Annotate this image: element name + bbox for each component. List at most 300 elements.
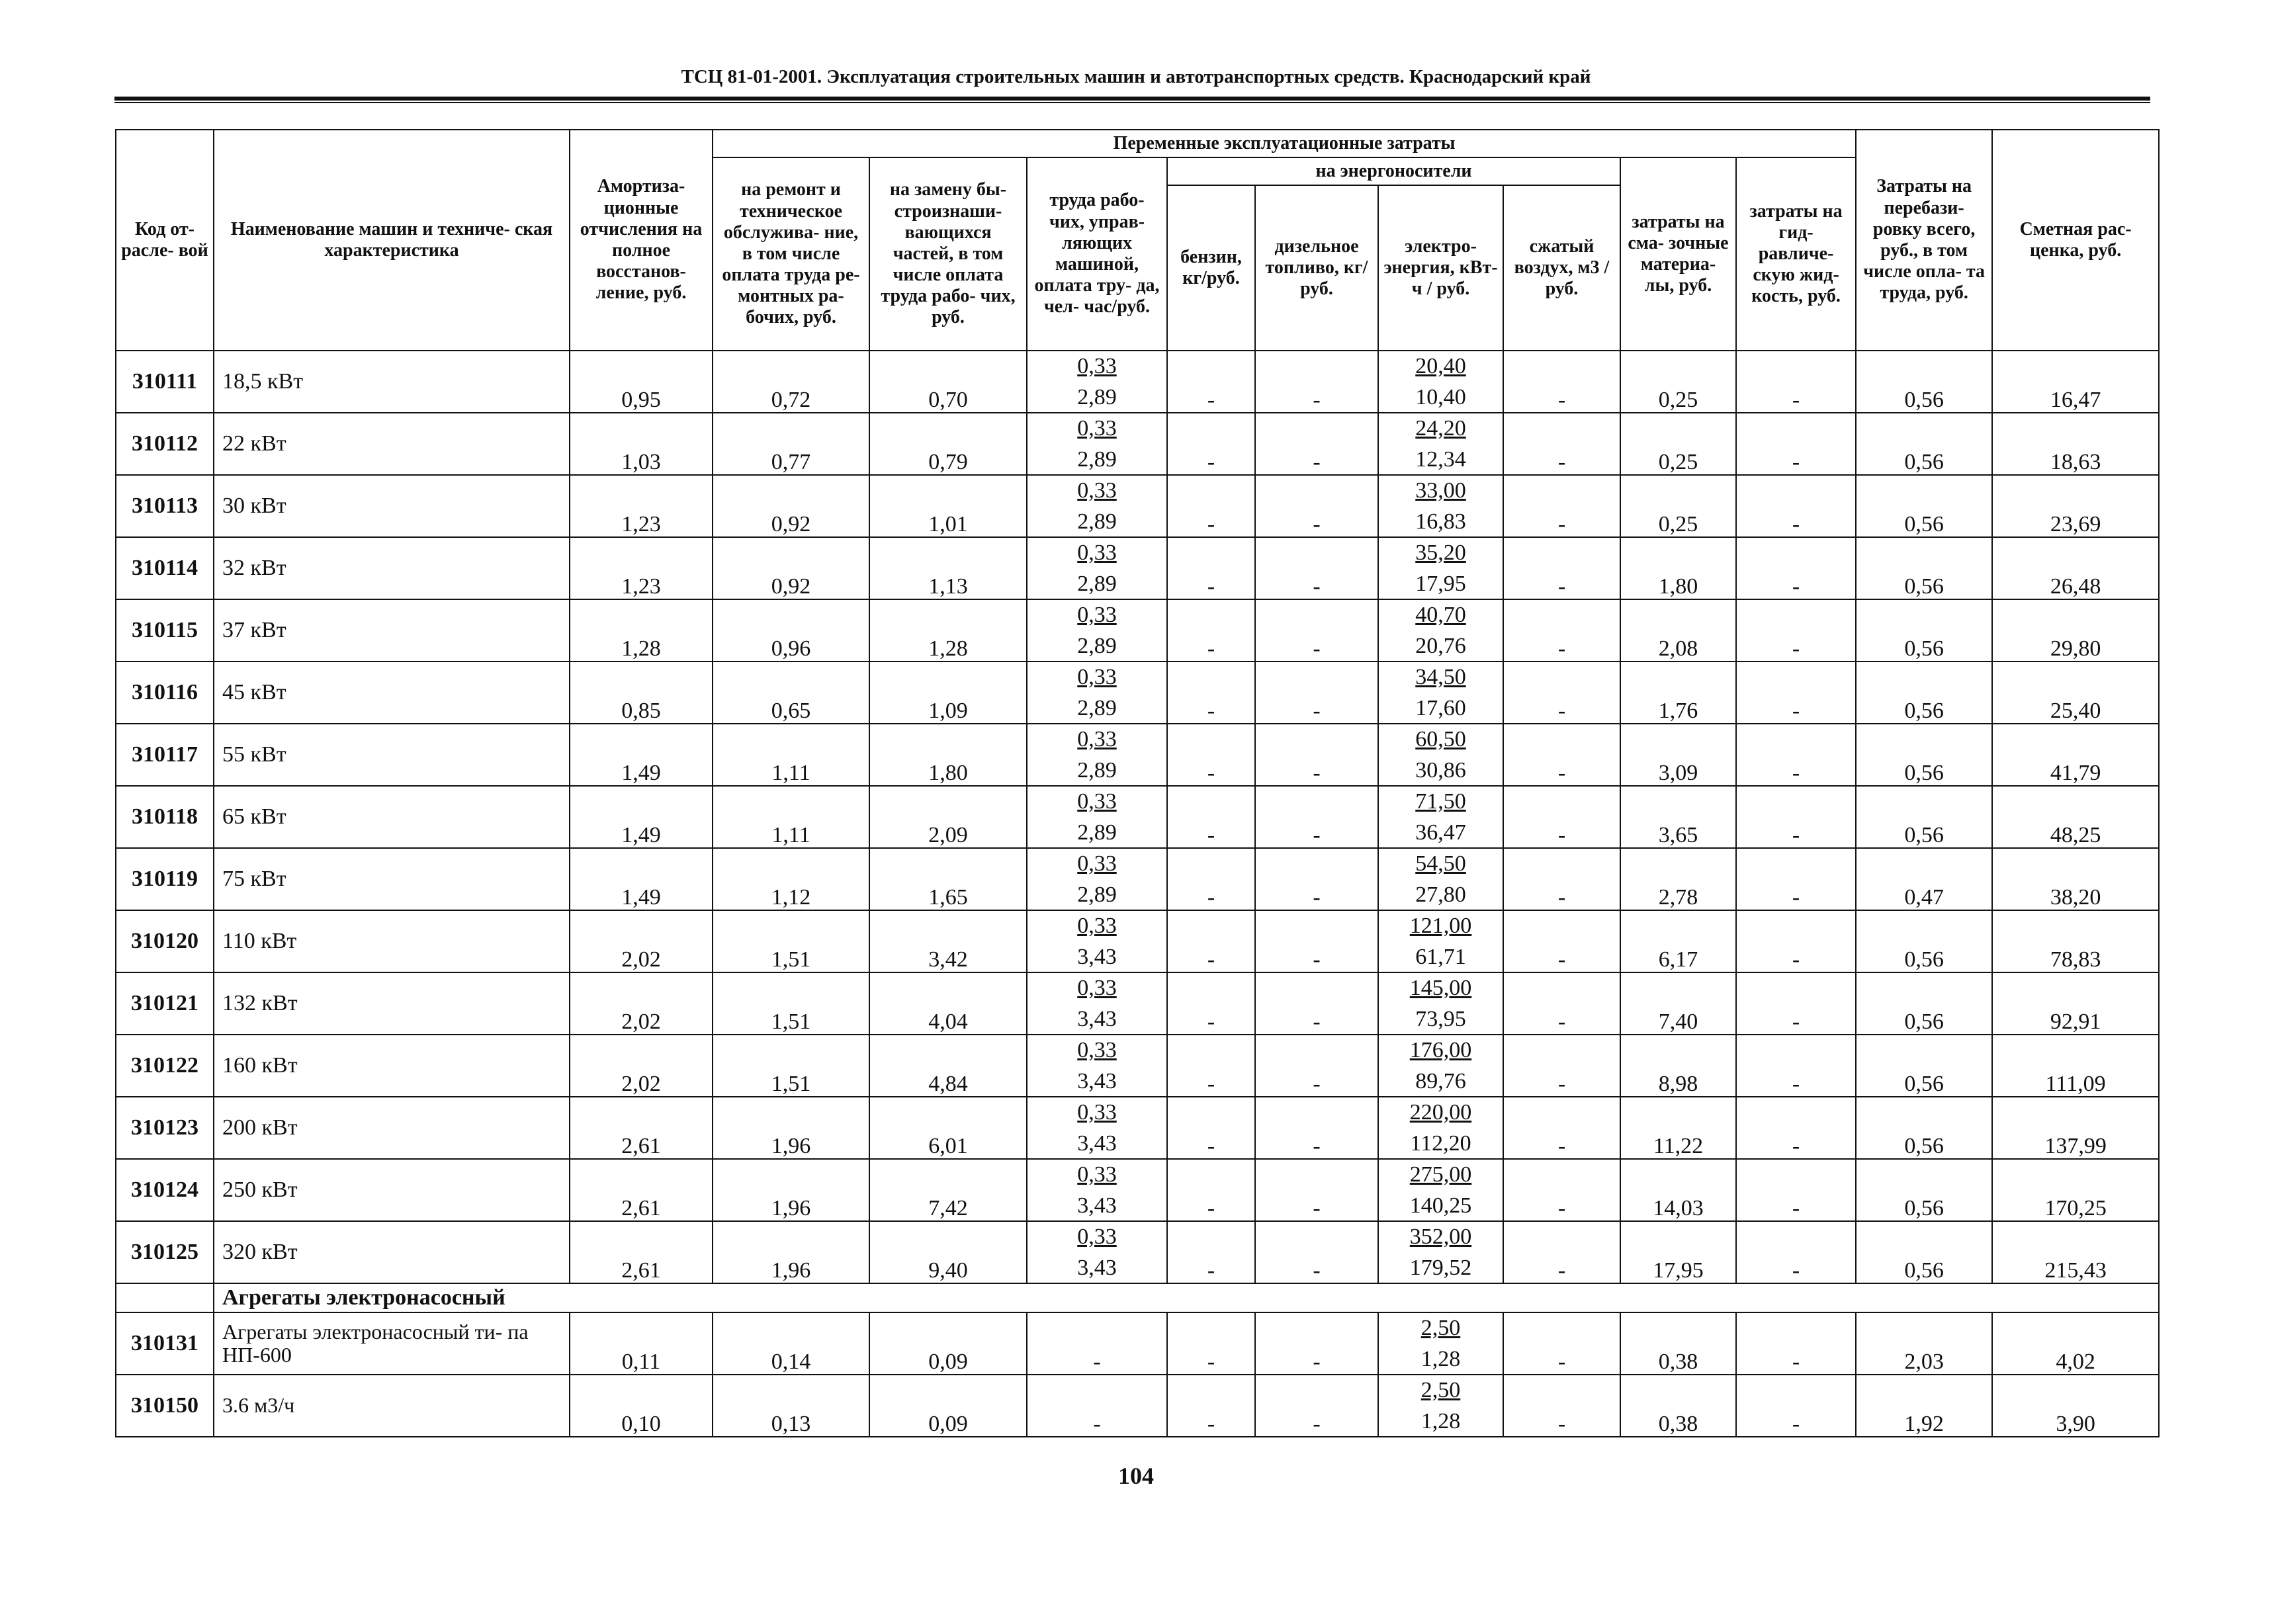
row-relocation: 0,56 (1856, 599, 1992, 662)
row-name: 132 кВт (214, 972, 570, 1035)
row-air: - (1503, 599, 1620, 662)
table-row (116, 599, 2159, 662)
row-lubricants: 1,76 (1620, 662, 1736, 724)
row-labor-top: 0,33 (1077, 851, 1117, 876)
row-name: Агрегаты электронасосный ти- па НП-600 (214, 1312, 570, 1375)
row-relocation: 0,56 (1856, 724, 1992, 786)
row-electric (1378, 599, 1503, 662)
row-code: 310131 (116, 1312, 214, 1375)
row-labor-top: 0,33 (1077, 727, 1117, 751)
row-petrol: - (1167, 1375, 1255, 1437)
row-electric-bottom: 17,95 (1415, 572, 1466, 596)
row-electric (1378, 910, 1503, 972)
row-code: 310117 (116, 724, 214, 786)
table-row (116, 1312, 2159, 1375)
row-lubricants: 3,65 (1620, 786, 1736, 848)
row-parts: 1,13 (869, 537, 1027, 599)
row-labor: - (1027, 1375, 1167, 1437)
row-code: 310112 (116, 413, 214, 475)
row-labor-top: 0,33 (1077, 1038, 1117, 1062)
row-labor (1027, 351, 1167, 413)
row-hydraulic: - (1736, 972, 1856, 1035)
row-name: 200 кВт (214, 1097, 570, 1159)
row-labor-bottom: 2,89 (1077, 509, 1117, 534)
row-petrol: - (1167, 662, 1255, 724)
row-labor (1027, 786, 1167, 848)
row-labor (1027, 599, 1167, 662)
row-lubricants: 2,78 (1620, 848, 1736, 910)
row-code: 310116 (116, 662, 214, 724)
row-electric-bottom: 89,76 (1415, 1069, 1466, 1093)
header-electric: электро- энергия, кВт-ч / руб. (1378, 185, 1503, 351)
row-amortization: 2,02 (570, 972, 713, 1035)
row-name: 45 кВт (214, 662, 570, 724)
table-row (116, 1159, 2159, 1221)
row-hydraulic: - (1736, 599, 1856, 662)
row-diesel: - (1255, 599, 1378, 662)
row-labor (1027, 537, 1167, 599)
row-name: 55 кВт (214, 724, 570, 786)
row-air: - (1503, 1312, 1620, 1375)
row-rate: 16,47 (1992, 351, 2159, 413)
row-electric (1378, 724, 1503, 786)
row-labor-bottom: 3,43 (1077, 1256, 1117, 1280)
row-diesel: - (1255, 1221, 1378, 1283)
row-rate: 18,63 (1992, 413, 2159, 475)
row-electric-top: 352,00 (1409, 1224, 1472, 1249)
header-hydraulic: затраты на гид- равличе- скую жид- кость, руб. (1736, 157, 1856, 351)
row-electric-top: 24,20 (1415, 416, 1466, 441)
row-air: - (1503, 786, 1620, 848)
row-parts: 1,01 (869, 475, 1027, 537)
group-code-empty (116, 1283, 214, 1312)
row-petrol: - (1167, 724, 1255, 786)
row-labor (1027, 1035, 1167, 1097)
row-code: 310122 (116, 1035, 214, 1097)
row-repair: 0,65 (713, 662, 869, 724)
table-row (116, 662, 2159, 724)
row-electric-top: 275,00 (1409, 1162, 1472, 1187)
row-repair: 1,51 (713, 910, 869, 972)
row-diesel: - (1255, 351, 1378, 413)
row-diesel: - (1255, 1097, 1378, 1159)
row-rate: 25,40 (1992, 662, 2159, 724)
row-parts: 9,40 (869, 1221, 1027, 1283)
row-relocation: 0,56 (1856, 786, 1992, 848)
row-rate: 92,91 (1992, 972, 2159, 1035)
row-relocation: 0,56 (1856, 910, 1992, 972)
row-air: - (1503, 910, 1620, 972)
row-labor-bottom: 3,43 (1077, 1131, 1117, 1156)
row-hydraulic: - (1736, 662, 1856, 724)
row-rate: 29,80 (1992, 599, 2159, 662)
row-electric-bottom: 20,76 (1415, 634, 1466, 658)
table-row (116, 848, 2159, 910)
row-air: - (1503, 475, 1620, 537)
row-electric (1378, 662, 1503, 724)
row-amortization: 0,11 (570, 1312, 713, 1375)
row-electric-top: 2,50 (1420, 1378, 1461, 1402)
row-rate: 3,90 (1992, 1375, 2159, 1437)
row-name: 18,5 кВт (214, 351, 570, 413)
row-petrol: - (1167, 475, 1255, 537)
row-labor (1027, 1097, 1167, 1159)
row-electric (1378, 1097, 1503, 1159)
row-diesel: - (1255, 413, 1378, 475)
row-relocation: 0,56 (1856, 1159, 1992, 1221)
row-electric-top: 33,00 (1415, 478, 1466, 503)
row-labor (1027, 662, 1167, 724)
header-amortization: Амортиза- ционные отчисления на полное восстанов- ление, руб. (570, 130, 713, 351)
row-electric-bottom: 30,86 (1415, 758, 1466, 783)
row-electric (1378, 786, 1503, 848)
table-row (116, 351, 2159, 413)
row-labor (1027, 848, 1167, 910)
row-name: 30 кВт (214, 475, 570, 537)
row-hydraulic: - (1736, 1312, 1856, 1375)
row-repair: 1,96 (713, 1159, 869, 1221)
table-row (116, 1035, 2159, 1097)
row-air: - (1503, 724, 1620, 786)
row-amortization: 1,28 (570, 599, 713, 662)
row-amortization: 1,03 (570, 413, 713, 475)
row-amortization: 2,61 (570, 1221, 713, 1283)
row-hydraulic: - (1736, 1097, 1856, 1159)
header-rate: Сметная рас- ценка, руб. (1992, 130, 2159, 351)
row-petrol: - (1167, 1221, 1255, 1283)
row-relocation: 0,56 (1856, 537, 1992, 599)
row-rate: 38,20 (1992, 848, 2159, 910)
row-parts: 0,09 (869, 1375, 1027, 1437)
row-parts: 4,04 (869, 972, 1027, 1035)
row-relocation: 0,56 (1856, 1097, 1992, 1159)
row-electric-bottom: 112,20 (1410, 1131, 1471, 1156)
row-petrol: - (1167, 910, 1255, 972)
row-petrol: - (1167, 599, 1255, 662)
row-lubricants: 3,09 (1620, 724, 1736, 786)
row-relocation: 1,92 (1856, 1375, 1992, 1437)
row-parts: 2,09 (869, 786, 1027, 848)
row-labor-bottom: 3,43 (1077, 1007, 1117, 1031)
row-amortization: 0,95 (570, 351, 713, 413)
row-repair: 1,11 (713, 724, 869, 786)
group-header: Агрегаты электронасосный (214, 1283, 2159, 1312)
row-petrol: - (1167, 1035, 1255, 1097)
row-rate: 78,83 (1992, 910, 2159, 972)
header-code: Код от- расле- вой (116, 130, 214, 351)
row-labor-bottom: 2,89 (1077, 385, 1117, 409)
row-labor (1027, 475, 1167, 537)
row-labor: - (1027, 1312, 1167, 1375)
row-labor (1027, 1159, 1167, 1221)
row-electric (1378, 351, 1503, 413)
row-amortization: 1,49 (570, 724, 713, 786)
row-repair: 1,51 (713, 1035, 869, 1097)
row-hydraulic: - (1736, 1221, 1856, 1283)
row-labor-top: 0,33 (1077, 914, 1117, 938)
row-electric-top: 176,00 (1409, 1038, 1472, 1062)
row-name: 320 кВт (214, 1221, 570, 1283)
row-amortization: 1,23 (570, 475, 713, 537)
row-hydraulic: - (1736, 537, 1856, 599)
row-parts: 0,79 (869, 413, 1027, 475)
table-row (116, 1221, 2159, 1283)
row-electric (1378, 413, 1503, 475)
row-lubricants: 0,25 (1620, 413, 1736, 475)
header-labor: труда рабо- чих, управ- ляющих машиной, оплата тру- да, чел- час/руб. (1027, 157, 1167, 351)
row-labor (1027, 972, 1167, 1035)
row-amortization: 1,49 (570, 786, 713, 848)
row-lubricants: 1,80 (1620, 537, 1736, 599)
row-repair: 0,72 (713, 351, 869, 413)
row-amortization: 0,10 (570, 1375, 713, 1437)
row-electric-bottom: 73,95 (1415, 1007, 1466, 1031)
row-relocation: 0,56 (1856, 413, 1992, 475)
row-lubricants: 11,22 (1620, 1097, 1736, 1159)
row-code: 310121 (116, 972, 214, 1035)
row-electric-bottom: 17,60 (1415, 696, 1466, 720)
row-relocation: 0,47 (1856, 848, 1992, 910)
row-name: 37 кВт (214, 599, 570, 662)
row-air: - (1503, 848, 1620, 910)
row-repair: 1,11 (713, 786, 869, 848)
row-hydraulic: - (1736, 1375, 1856, 1437)
row-code: 310118 (116, 786, 214, 848)
row-diesel: - (1255, 1312, 1378, 1375)
row-parts: 4,84 (869, 1035, 1027, 1097)
row-electric (1378, 848, 1503, 910)
row-diesel: - (1255, 475, 1378, 537)
table-row (116, 786, 2159, 848)
row-labor-top: 0,33 (1077, 354, 1117, 378)
row-electric-top: 2,50 (1420, 1316, 1461, 1340)
row-lubricants: 6,17 (1620, 910, 1736, 972)
row-labor-bottom: 2,89 (1077, 634, 1117, 658)
row-rate: 41,79 (1992, 724, 2159, 786)
row-name: 110 кВт (214, 910, 570, 972)
table-row (116, 537, 2159, 599)
row-diesel: - (1255, 786, 1378, 848)
row-relocation: 0,56 (1856, 475, 1992, 537)
row-lubricants: 0,38 (1620, 1312, 1736, 1375)
row-amortization: 0,85 (570, 662, 713, 724)
row-electric-bottom: 1,28 (1420, 1409, 1461, 1433)
row-parts: 1,28 (869, 599, 1027, 662)
row-relocation: 0,56 (1856, 1221, 1992, 1283)
row-air: - (1503, 537, 1620, 599)
row-air: - (1503, 1035, 1620, 1097)
header-relocation: Затраты на перебази- ровку всего, руб., в том числе опла- та труда, руб. (1856, 130, 1992, 351)
row-hydraulic: - (1736, 786, 1856, 848)
row-air: - (1503, 1159, 1620, 1221)
header-air: сжатый воздух, м3 / руб. (1503, 185, 1620, 351)
row-electric (1378, 972, 1503, 1035)
row-hydraulic: - (1736, 848, 1856, 910)
row-code: 310120 (116, 910, 214, 972)
row-amortization: 2,61 (570, 1159, 713, 1221)
row-repair: 1,96 (713, 1097, 869, 1159)
row-lubricants: 7,40 (1620, 972, 1736, 1035)
row-diesel: - (1255, 537, 1378, 599)
header-diesel: дизельное топливо, кг/руб. (1255, 185, 1378, 351)
title-divider (114, 97, 2150, 103)
row-electric-bottom: 27,80 (1415, 882, 1466, 907)
row-relocation: 0,56 (1856, 972, 1992, 1035)
row-rate: 4,02 (1992, 1312, 2159, 1375)
table-row (116, 972, 2159, 1035)
row-parts: 7,42 (869, 1159, 1027, 1221)
row-lubricants: 0,25 (1620, 475, 1736, 537)
table-row (116, 1375, 2159, 1437)
row-electric-top: 40,70 (1415, 603, 1466, 627)
row-hydraulic: - (1736, 910, 1856, 972)
row-air: - (1503, 662, 1620, 724)
header-energy: на энергоносители (1167, 157, 1620, 185)
row-code: 310115 (116, 599, 214, 662)
row-labor-top: 0,33 (1077, 1100, 1117, 1125)
row-electric-top: 35,20 (1415, 540, 1466, 565)
row-code: 310114 (116, 537, 214, 599)
row-parts: 6,01 (869, 1097, 1027, 1159)
row-labor (1027, 724, 1167, 786)
row-labor-bottom: 2,89 (1077, 447, 1117, 472)
row-petrol: - (1167, 413, 1255, 475)
row-lubricants: 14,03 (1620, 1159, 1736, 1221)
table-row (116, 413, 2159, 475)
row-air: - (1503, 1375, 1620, 1437)
row-code: 310111 (116, 351, 214, 413)
row-parts: 3,42 (869, 910, 1027, 972)
row-labor-bottom: 2,89 (1077, 820, 1117, 845)
row-electric (1378, 1375, 1503, 1437)
row-lubricants: 2,08 (1620, 599, 1736, 662)
row-repair: 0,96 (713, 599, 869, 662)
row-labor-bottom: 3,43 (1077, 1069, 1117, 1093)
rates-table (115, 129, 2160, 1437)
row-labor-top: 0,33 (1077, 603, 1117, 627)
row-petrol: - (1167, 972, 1255, 1035)
row-amortization: 1,23 (570, 537, 713, 599)
row-diesel: - (1255, 972, 1378, 1035)
row-relocation: 0,56 (1856, 662, 1992, 724)
row-petrol: - (1167, 351, 1255, 413)
row-electric-bottom: 36,47 (1415, 820, 1466, 845)
row-relocation: 0,56 (1856, 351, 1992, 413)
row-diesel: - (1255, 848, 1378, 910)
row-lubricants: 17,95 (1620, 1221, 1736, 1283)
row-electric-bottom: 140,25 (1409, 1193, 1472, 1218)
row-labor-top: 0,33 (1077, 478, 1117, 503)
row-code: 310119 (116, 848, 214, 910)
row-relocation: 0,56 (1856, 1035, 1992, 1097)
row-air: - (1503, 351, 1620, 413)
row-labor-bottom: 3,43 (1077, 1193, 1117, 1218)
row-repair: 1,51 (713, 972, 869, 1035)
row-parts: 0,70 (869, 351, 1027, 413)
header-name: Наименование машин и техниче- ская характеристика (214, 130, 570, 351)
row-lubricants: 0,38 (1620, 1375, 1736, 1437)
row-parts: 1,65 (869, 848, 1027, 910)
row-diesel: - (1255, 724, 1378, 786)
table-row (116, 475, 2159, 537)
header-parts: на замену бы- строизнаши- вающихся частей, в том числе оплата труда рабо- чих, руб. (869, 157, 1027, 351)
row-name: 65 кВт (214, 786, 570, 848)
row-repair: 0,14 (713, 1312, 869, 1375)
row-electric-bottom: 61,71 (1415, 945, 1466, 969)
row-code: 310113 (116, 475, 214, 537)
row-air: - (1503, 972, 1620, 1035)
row-electric-top: 34,50 (1415, 665, 1466, 689)
row-electric (1378, 537, 1503, 599)
row-labor-top: 0,33 (1077, 540, 1117, 565)
row-electric (1378, 1035, 1503, 1097)
row-rate: 23,69 (1992, 475, 2159, 537)
row-relocation: 2,03 (1856, 1312, 1992, 1375)
row-electric (1378, 475, 1503, 537)
row-electric-bottom: 16,83 (1415, 509, 1466, 534)
page-number: 104 (1118, 1463, 1154, 1489)
row-labor-top: 0,33 (1077, 416, 1117, 441)
row-petrol: - (1167, 537, 1255, 599)
group-header-row (116, 1283, 2159, 1312)
row-rate: 111,09 (1992, 1035, 2159, 1097)
row-amortization: 1,49 (570, 848, 713, 910)
row-electric-bottom: 12,34 (1415, 447, 1466, 472)
row-electric-bottom: 1,28 (1420, 1347, 1461, 1371)
row-repair: 1,12 (713, 848, 869, 910)
row-repair: 1,96 (713, 1221, 869, 1283)
row-repair: 0,92 (713, 475, 869, 537)
row-electric-top: 145,00 (1409, 976, 1472, 1000)
row-diesel: - (1255, 1159, 1378, 1221)
row-rate: 170,25 (1992, 1159, 2159, 1221)
row-repair: 0,77 (713, 413, 869, 475)
row-code: 310150 (116, 1375, 214, 1437)
row-labor-top: 0,33 (1077, 789, 1117, 814)
row-labor-top: 0,33 (1077, 1162, 1117, 1187)
row-labor-bottom: 2,89 (1077, 758, 1117, 783)
row-parts: 0,09 (869, 1312, 1027, 1375)
row-petrol: - (1167, 786, 1255, 848)
row-labor-bottom: 2,89 (1077, 696, 1117, 720)
row-code: 310123 (116, 1097, 214, 1159)
row-labor-top: 0,33 (1077, 665, 1117, 689)
row-amortization: 2,02 (570, 1035, 713, 1097)
row-name: 32 кВт (214, 537, 570, 599)
row-hydraulic: - (1736, 475, 1856, 537)
table-row (116, 910, 2159, 972)
row-diesel: - (1255, 1375, 1378, 1437)
page-title: ТСЦ 81-01-2001. Эксплуатация строительных машин и автотранспортных средств. Краснодарский край (681, 66, 1591, 87)
row-name: 3.6 м3/ч (214, 1375, 570, 1437)
row-air: - (1503, 1097, 1620, 1159)
header-repair: на ремонт и техническое обслужива- ние, в том числе оплата труда ре- монтных ра- бочих, руб. (713, 157, 869, 351)
row-name: 75 кВт (214, 848, 570, 910)
row-electric (1378, 1221, 1503, 1283)
row-petrol: - (1167, 1159, 1255, 1221)
row-labor (1027, 910, 1167, 972)
row-lubricants: 8,98 (1620, 1035, 1736, 1097)
row-diesel: - (1255, 662, 1378, 724)
row-hydraulic: - (1736, 351, 1856, 413)
row-hydraulic: - (1736, 413, 1856, 475)
row-electric-top: 20,40 (1415, 354, 1466, 378)
row-diesel: - (1255, 910, 1378, 972)
row-lubricants: 0,25 (1620, 351, 1736, 413)
table-row (116, 1097, 2159, 1159)
row-parts: 1,09 (869, 662, 1027, 724)
row-air: - (1503, 413, 1620, 475)
